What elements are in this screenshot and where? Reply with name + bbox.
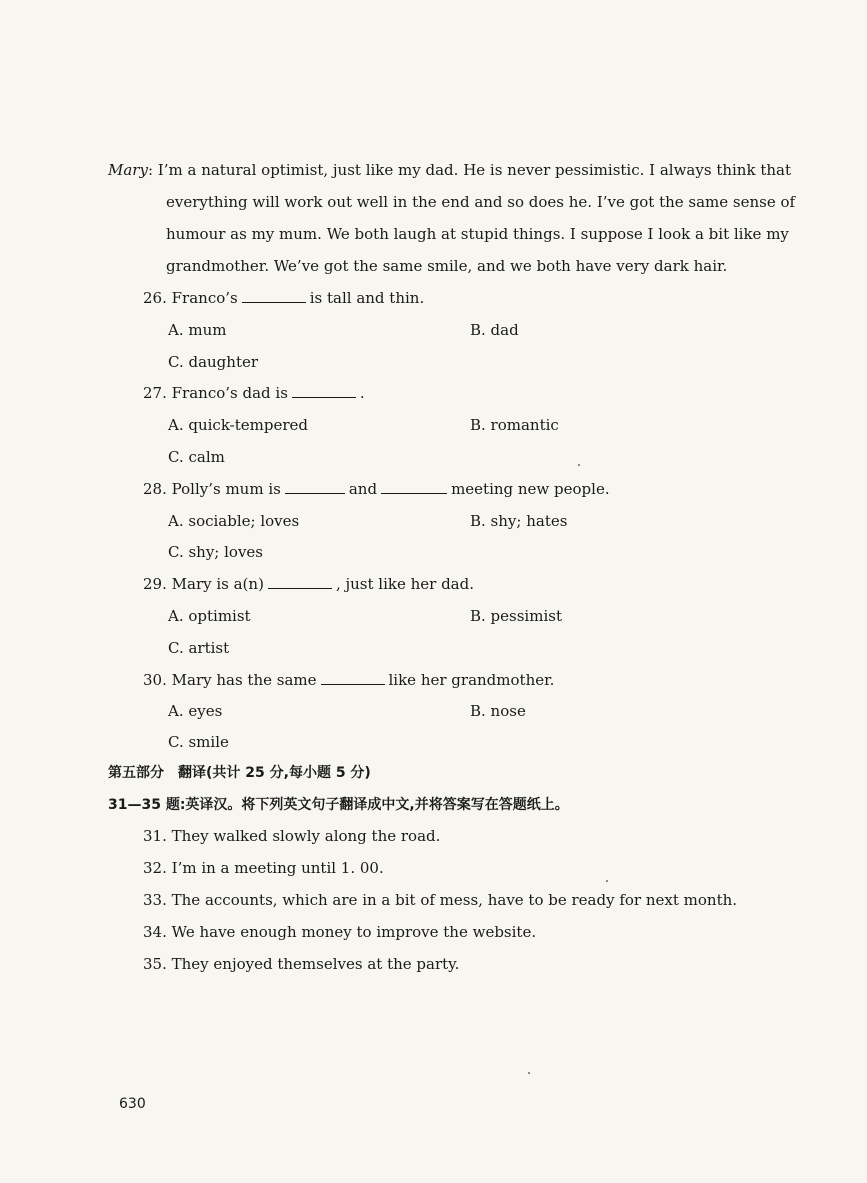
- question-30: [143, 670, 554, 690]
- option-c: C. smile: [168, 733, 229, 751]
- item-text: I’m in a meeting until 1. 00.: [171, 859, 384, 877]
- item-number: 34.: [143, 923, 167, 941]
- answer-blank: [268, 574, 332, 589]
- passage-line-1: [108, 160, 791, 180]
- page-number: 630: [119, 1096, 146, 1112]
- question-number: 27.: [143, 384, 167, 402]
- option-a: A. quick-tempered: [168, 416, 308, 434]
- question-27: [143, 383, 365, 403]
- translation-item: [143, 954, 459, 974]
- item-text: They enjoyed themselves at the party.: [171, 955, 460, 973]
- item-number: 31.: [143, 827, 167, 845]
- item-number: 33.: [143, 891, 167, 909]
- question-stem: like her grandmother.: [388, 671, 555, 689]
- option-b: B. pessimist: [470, 607, 562, 625]
- answer-blank: [381, 479, 447, 494]
- question-stem: Franco’s dad is: [171, 384, 288, 402]
- option-b: B. romantic: [470, 416, 559, 434]
- passage-line-3: humour as my mum. We both laugh at stupid things. I suppose I look a bit like my: [166, 225, 789, 243]
- question-stem: Mary is a(n): [171, 575, 264, 593]
- speaker-name: Mary: [108, 161, 148, 179]
- option-a: A. eyes: [168, 702, 223, 720]
- section-instruction: 31—35 题:英译汉。将下列英文句子翻译成中文,并将答案写在答题纸上。: [108, 797, 569, 813]
- answer-blank: [242, 288, 306, 303]
- question-number: 29.: [143, 575, 167, 593]
- question-stem: meeting new people.: [451, 480, 610, 498]
- translation-item: [143, 890, 737, 910]
- option-c: C. calm: [168, 448, 225, 466]
- option-c: C. daughter: [168, 353, 259, 371]
- translation-item: [143, 922, 536, 942]
- passage-text: I’m a natural optimist, just like my dad. He is never pessimistic. I always think that: [157, 161, 791, 179]
- item-text: We have enough money to improve the website.: [171, 923, 537, 941]
- question-number: 26.: [143, 289, 167, 307]
- question-stem: , just like her dad.: [335, 575, 474, 593]
- question-stem: Polly’s mum is: [171, 480, 281, 498]
- answer-blank: [285, 479, 345, 494]
- option-c: C. artist: [168, 639, 230, 657]
- answer-blank: [292, 383, 356, 398]
- question-stem: and: [348, 480, 378, 498]
- scan-speck: [528, 1072, 530, 1074]
- question-stem: Mary has the same: [171, 671, 317, 689]
- question-29: [143, 574, 474, 594]
- scan-speck: [578, 464, 580, 466]
- question-number: 30.: [143, 671, 167, 689]
- item-text: They walked slowly along the road.: [171, 827, 441, 845]
- passage-line-4: grandmother. We’ve got the same smile, and we both have very dark hair.: [166, 257, 728, 275]
- question-stem: is tall and thin.: [309, 289, 425, 307]
- speaker-separator: :: [147, 161, 154, 179]
- option-b: B. nose: [470, 702, 526, 720]
- scan-speck: [606, 880, 608, 882]
- question-26: [143, 288, 424, 308]
- item-number: 32.: [143, 859, 167, 877]
- question-stem: Franco’s: [171, 289, 238, 307]
- translation-item: [143, 826, 440, 846]
- option-b: B. shy; hates: [470, 512, 568, 530]
- question-28: [143, 479, 610, 499]
- question-stem: .: [359, 384, 365, 402]
- answer-blank: [321, 670, 385, 685]
- question-number: 28.: [143, 480, 167, 498]
- item-number: 35.: [143, 955, 167, 973]
- option-c: C. shy; loves: [168, 543, 264, 561]
- translation-item: [143, 858, 384, 878]
- item-text: The accounts, which are in a bit of mess, have to be ready for next month.: [171, 891, 738, 909]
- option-a: A. optimist: [168, 607, 251, 625]
- section-heading: 第五部分 翻译(共计 25 分,每小题 5 分): [108, 765, 371, 781]
- option-b: B. dad: [470, 321, 519, 339]
- option-a: A. mum: [168, 321, 227, 339]
- option-a: A. sociable; loves: [168, 512, 300, 530]
- passage-line-2: everything will work out well in the end and so does he. I’ve got the same sense of: [166, 193, 796, 211]
